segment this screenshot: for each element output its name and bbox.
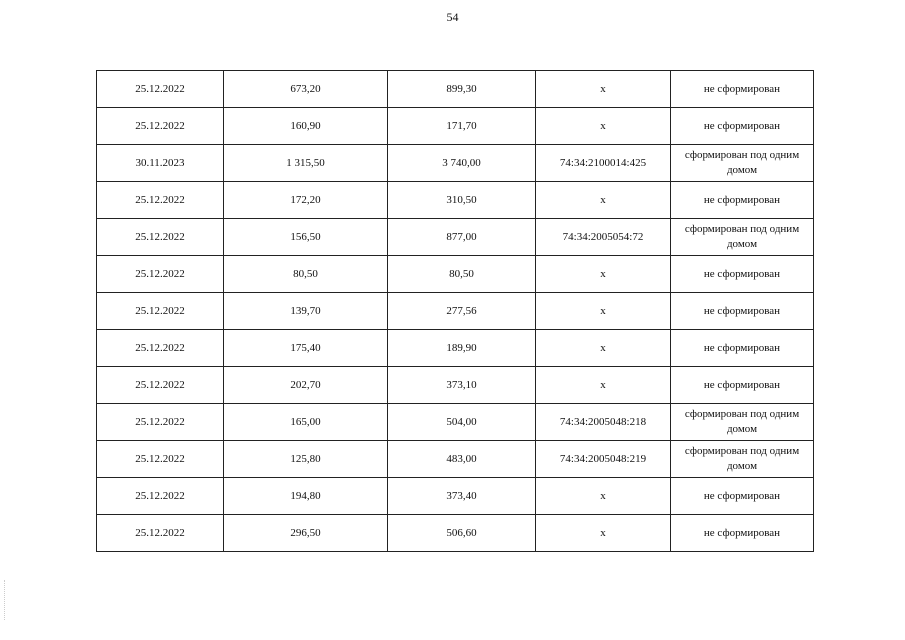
table-row	[97, 293, 814, 330]
cell-cadastral-number: x	[536, 293, 671, 330]
cell-area-total: 899,30	[388, 71, 536, 108]
cell-date: 25.12.2022	[97, 256, 224, 293]
cell-status: не сформирован	[671, 256, 814, 293]
cell-status: не сформирован	[671, 108, 814, 145]
cell-area: 139,70	[224, 293, 388, 330]
cell-area-total: 3 740,00	[388, 145, 536, 182]
cell-area-total: 277,56	[388, 293, 536, 330]
cell-status: не сформирован	[671, 367, 814, 404]
cell-date: 25.12.2022	[97, 219, 224, 256]
cell-status: не сформирован	[671, 330, 814, 367]
table-row	[97, 219, 814, 256]
cell-date: 25.12.2022	[97, 108, 224, 145]
cell-status: не сформирован	[671, 293, 814, 330]
cell-area: 160,90	[224, 108, 388, 145]
cell-area-total: 310,50	[388, 182, 536, 219]
cell-area-total: 483,00	[388, 441, 536, 478]
cell-cadastral-number: x	[536, 182, 671, 219]
table-row	[97, 108, 814, 145]
cell-date: 30.11.2023	[97, 145, 224, 182]
cell-date: 25.12.2022	[97, 293, 224, 330]
cell-area-total: 504,00	[388, 404, 536, 441]
cell-cadastral-number: x	[536, 71, 671, 108]
cell-cadastral-number: x	[536, 256, 671, 293]
cell-area-total: 373,10	[388, 367, 536, 404]
cell-cadastral-number: 74:34:2005048:218	[536, 404, 671, 441]
cell-date: 25.12.2022	[97, 367, 224, 404]
cell-status: сформирован под одним домом	[671, 219, 814, 256]
scan-margin-mark	[4, 580, 7, 620]
data-table	[96, 70, 814, 552]
cell-date: 25.12.2022	[97, 182, 224, 219]
cell-status: не сформирован	[671, 478, 814, 515]
table-row	[97, 330, 814, 367]
cell-cadastral-number: x	[536, 478, 671, 515]
table-row	[97, 182, 814, 219]
cell-area: 202,70	[224, 367, 388, 404]
cell-cadastral-number: x	[536, 108, 671, 145]
table-row	[97, 367, 814, 404]
cell-area: 296,50	[224, 515, 388, 552]
cell-status: не сформирован	[671, 71, 814, 108]
cell-area-total: 189,90	[388, 330, 536, 367]
cell-cadastral-number: x	[536, 330, 671, 367]
cell-area-total: 877,00	[388, 219, 536, 256]
table-row	[97, 478, 814, 515]
cell-status: не сформирован	[671, 182, 814, 219]
cell-area: 165,00	[224, 404, 388, 441]
table-row	[97, 404, 814, 441]
cell-cadastral-number: 74:34:2005048:219	[536, 441, 671, 478]
cell-date: 25.12.2022	[97, 71, 224, 108]
cell-area: 125,80	[224, 441, 388, 478]
cell-status: сформирован под одним домом	[671, 145, 814, 182]
page-number: 54	[446, 10, 459, 24]
cell-area-total: 373,40	[388, 478, 536, 515]
cell-area-total: 171,70	[388, 108, 536, 145]
cell-date: 25.12.2022	[97, 404, 224, 441]
cell-date: 25.12.2022	[97, 330, 224, 367]
cell-area: 1 315,50	[224, 145, 388, 182]
cell-cadastral-number: 74:34:2100014:425	[536, 145, 671, 182]
cell-area: 673,20	[224, 71, 388, 108]
cell-area: 156,50	[224, 219, 388, 256]
table-row	[97, 256, 814, 293]
table-row	[97, 145, 814, 182]
cell-area: 175,40	[224, 330, 388, 367]
table-row	[97, 515, 814, 552]
cell-date: 25.12.2022	[97, 441, 224, 478]
cell-area: 172,20	[224, 182, 388, 219]
cell-status: сформирован под одним домом	[671, 404, 814, 441]
cell-date: 25.12.2022	[97, 478, 224, 515]
cell-cadastral-number: 74:34:2005054:72	[536, 219, 671, 256]
cell-status: сформирован под одним домом	[671, 441, 814, 478]
cell-date: 25.12.2022	[97, 515, 224, 552]
table-row	[97, 441, 814, 478]
table-row	[97, 71, 814, 108]
cell-cadastral-number: x	[536, 515, 671, 552]
cell-cadastral-number: x	[536, 367, 671, 404]
cell-area-total: 80,50	[388, 256, 536, 293]
cell-area: 194,80	[224, 478, 388, 515]
table-body	[97, 71, 814, 552]
cell-area-total: 506,60	[388, 515, 536, 552]
cell-area: 80,50	[224, 256, 388, 293]
cell-status: не сформирован	[671, 515, 814, 552]
